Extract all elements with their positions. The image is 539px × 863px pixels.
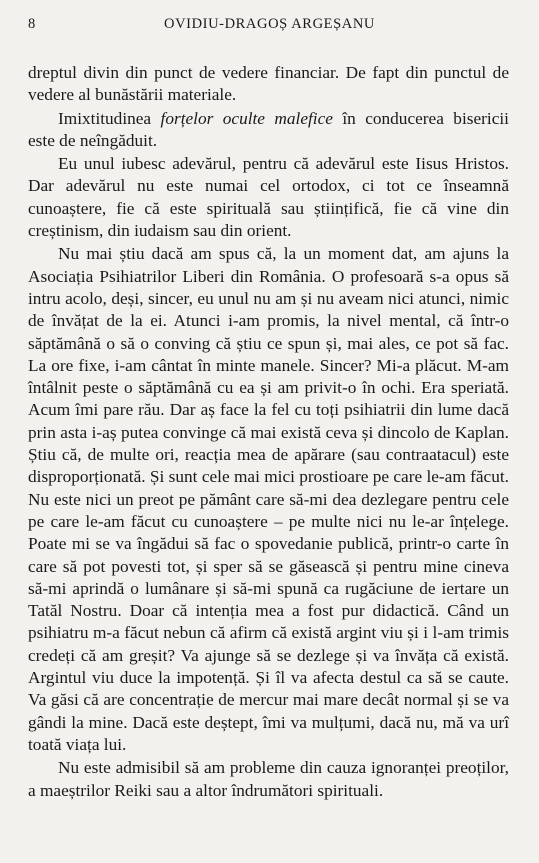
page-body [28, 62, 509, 802]
paragraph-asociatie: Nu mai știu dacă am spus că, la un moment dat, am ajuns la Asociația Psihiatrilor Liberi din România. O profesoară s-a opus să intru acolo, deși, sincer, eu unul nu am și nu aveam nici atunci, nimic de învățat de la ei. Atunci i-am promis, la nivel mental, că într-o săptămână o să o conving că știu ce spun și, mai ales, ce pot să fac. La ore fixe, i-am cântat în minte manele. Sincer? Mi-a plăcut. M-am întâlnit peste o săptămână cu ea și am privit-o în ochi. Era speriată. Acum îmi pare rău. Dar aș face la fel cu toți psihiatrii din lume dacă prin asta i-aș putea convinge că mai există ceva și dincolo de Kaplan. Știu că, de multe ori, reacția mea de apărare (sau contraatacul) este disproporționată. Și sunt cele mai mici prostioare pe care le-am făcut. Nu este nici un preot pe pământ care să-mi dea dezlegare pentru cele pe care le-am făcut cu cunoaștere – pe multe nici nu le-ar înțelege. Poate mi se va îngădui să fac o spovedanie publică, printr-o carte în care să pot povesti tot, și sper să se găsească și pentru mine cineva să-mi aprindă o lumânare și să-mi spună ca rugăciune de iertare un Tatăl Nostru. Doar că intenția mea a fost pur didactică. Când un psihiatru m-a făcut nebun că afirm că există argint viu și i l-am trimis credeți că am greșit? Va ajunge să se dezlege și va învăța că există. Argintul viu duce la impotență. Și îl va afecta destul ca să se caute. Va găsi că are concentrație de mercur mai mare decât normal și se va gândi la mine. Dacă este deștept, îmi va mulțumi, dacă nu, mă va urî toată viața lui. [28, 244, 509, 754]
page-header [28, 16, 511, 36]
page-number: 8 [28, 16, 36, 32]
paragraph-continued: dreptul divin din punct de vedere financiar. De fapt din punctul de vedere al bunăstării materiale. [28, 63, 509, 105]
paragraph-imixtiune [28, 108, 509, 153]
running-title: OVIDIU-DRAGOȘ ARGEȘANU [164, 16, 375, 32]
emphasis-text: forțelor oculte malefice [160, 108, 333, 128]
paragraph-adevar: Eu unul iubesc adevărul, pentru că adevărul este Iisus Hristos. Dar adevărul nu este numai cel ortodox, ci tot ce înseamnă cunoaștere, fie că este spirituală sau științifică, fie că vine din creștinism, din iudaism sau din orient. [28, 154, 509, 241]
paragraph-imixtiune-end: în conducerea bisericii este de neîngăduit. [28, 108, 509, 150]
paragraph-imixtiune-start: Imixtitudinea [58, 108, 161, 128]
paragraph-final: Nu este admisibil să am probleme din cauza ignoranței preoților, a maeștrilor Reiki sau a altor îndrumători spirituali. [28, 758, 509, 800]
